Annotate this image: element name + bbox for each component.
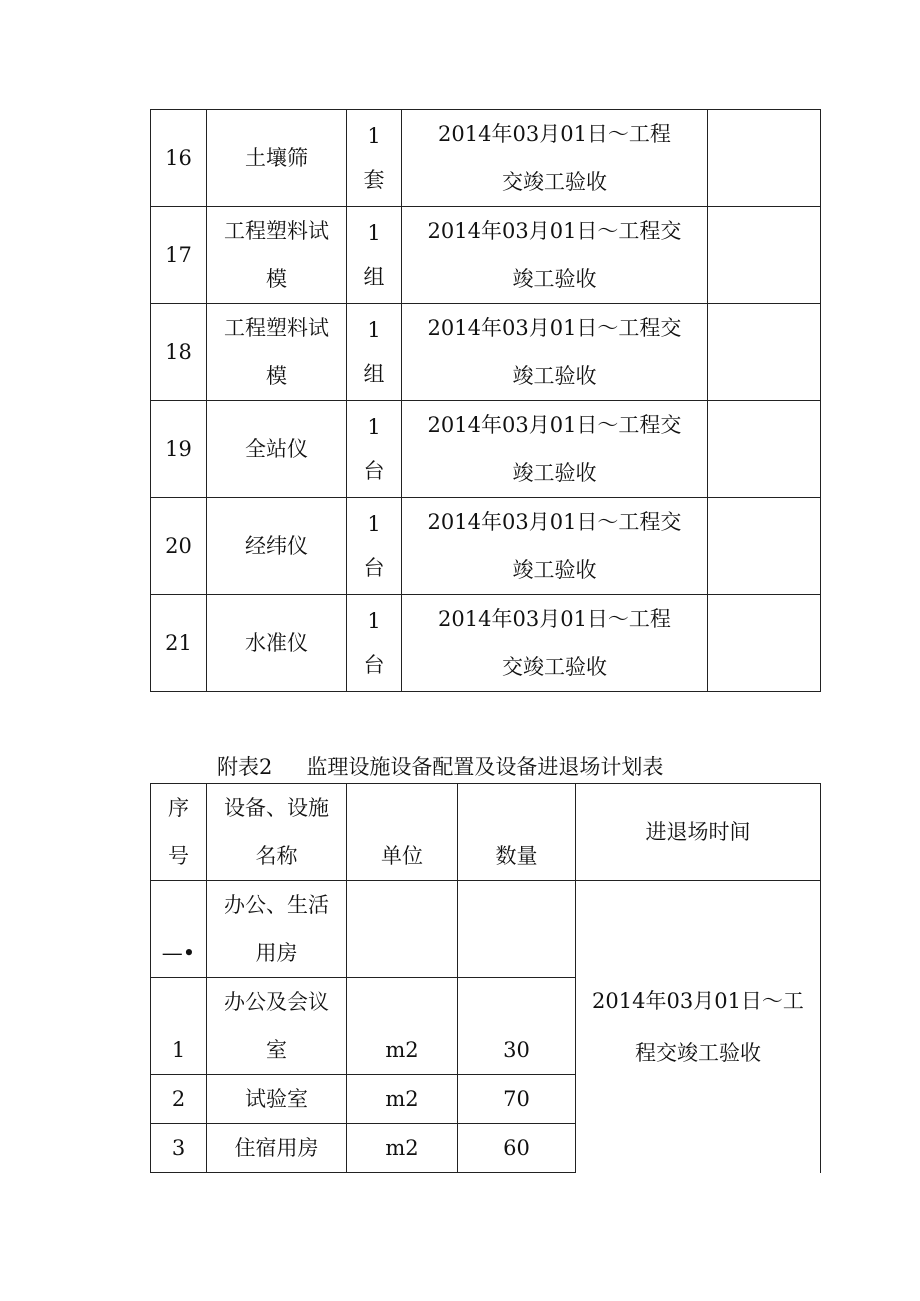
header-no-line2: 号 <box>168 844 189 868</box>
row-name: 住宿用房 <box>207 1124 347 1173</box>
row-time-line2: 竣工验收 <box>512 558 597 582</box>
row-time-line2: 交竣工验收 <box>502 170 607 194</box>
row-name <box>207 595 347 692</box>
row-name <box>207 207 347 304</box>
row-note <box>708 401 821 498</box>
row-note <box>708 304 821 401</box>
header-no <box>151 784 207 881</box>
row-time-line1: 2014年03月01日～工程交 <box>427 413 682 437</box>
header-name <box>207 784 347 881</box>
equipment-table-continued <box>150 109 821 692</box>
row-time <box>402 498 708 595</box>
table-row <box>151 498 821 595</box>
row-qty: 30 <box>458 978 576 1075</box>
table-header-row <box>151 784 821 881</box>
row-time <box>402 110 708 207</box>
row-time <box>402 595 708 692</box>
group-name-line1: 办公、生活 <box>224 893 329 917</box>
row-qty: 1 <box>367 318 381 342</box>
group-qty <box>458 881 576 978</box>
row-time-line2: 竣工验收 <box>512 461 597 485</box>
row-note <box>708 110 821 207</box>
row-name <box>207 401 347 498</box>
row-qty: 1 <box>367 512 381 536</box>
header-unit: 单位 <box>347 784 458 881</box>
row-no: 17 <box>151 207 207 304</box>
row-time-line1: 2014年03月01日～工程交 <box>427 510 682 534</box>
row-qty: 70 <box>458 1075 576 1124</box>
row-name-line1: 全站仪 <box>245 437 308 461</box>
row-note <box>708 207 821 304</box>
row-no: 16 <box>151 110 207 207</box>
row-qty-unit <box>347 498 402 595</box>
header-time: 进退场时间 <box>576 784 821 881</box>
row-name-line1: 工程塑料试 <box>224 219 329 243</box>
row-unit: 台 <box>363 556 385 580</box>
group-name <box>207 881 347 978</box>
row-unit: 台 <box>363 653 385 677</box>
row-name-line2: 模 <box>266 364 287 388</box>
row-no: 3 <box>151 1124 207 1173</box>
row-qty-unit <box>347 595 402 692</box>
row-unit: m2 <box>347 1124 458 1173</box>
row-unit: 组 <box>363 265 385 289</box>
table-row <box>151 595 821 692</box>
row-time-line2: 竣工验收 <box>512 364 597 388</box>
group-unit <box>347 881 458 978</box>
row-qty-unit <box>347 304 402 401</box>
row-qty: 1 <box>367 415 381 439</box>
row-name-line2: 室 <box>266 1038 287 1062</box>
time-line1: 2014年03月01日～工 <box>592 988 804 1013</box>
row-qty-unit <box>347 401 402 498</box>
row-time-line1: 2014年03月01日～工程 <box>438 122 671 146</box>
row-unit: 组 <box>363 362 385 386</box>
row-no: 2 <box>151 1075 207 1124</box>
row-time <box>402 304 708 401</box>
row-time <box>402 207 708 304</box>
row-qty: 1 <box>367 221 381 245</box>
row-name-line1: 水准仪 <box>245 631 308 655</box>
row-name <box>207 110 347 207</box>
row-name-line1: 经纬仪 <box>245 534 308 558</box>
row-time-line1: 2014年03月01日～工程交 <box>427 219 682 243</box>
row-time-line2: 竣工验收 <box>512 267 597 291</box>
row-qty: 1 <box>367 609 381 633</box>
table-row <box>151 207 821 304</box>
row-time-line1: 2014年03月01日～工程交 <box>427 316 682 340</box>
row-no: 21 <box>151 595 207 692</box>
row-unit: m2 <box>347 978 458 1075</box>
row-unit: m2 <box>347 1075 458 1124</box>
row-qty-unit <box>347 207 402 304</box>
row-time-line2: 交竣工验收 <box>502 655 607 679</box>
row-no: 18 <box>151 304 207 401</box>
group-no: —• <box>151 881 207 978</box>
row-no: 20 <box>151 498 207 595</box>
group-row <box>151 881 821 978</box>
row-unit: 套 <box>363 168 385 192</box>
row-name <box>207 978 347 1075</box>
row-no: 19 <box>151 401 207 498</box>
row-name-line2: 模 <box>266 267 287 291</box>
row-qty: 60 <box>458 1124 576 1173</box>
header-name-line2: 名称 <box>255 844 298 868</box>
row-name-line1: 办公及会议 <box>224 990 329 1014</box>
caption-title: 监理设施设备配置及设备进退场计划表 <box>306 755 664 779</box>
row-time <box>402 401 708 498</box>
row-unit: 台 <box>363 459 385 483</box>
row-note <box>708 498 821 595</box>
row-no: 1 <box>151 978 207 1075</box>
table-caption <box>217 752 663 782</box>
group-name-line2: 用房 <box>255 941 298 965</box>
caption-label: 附表2 <box>217 755 273 779</box>
time-cell <box>576 881 821 1173</box>
row-qty-unit <box>347 110 402 207</box>
row-note <box>708 595 821 692</box>
row-name <box>207 498 347 595</box>
table-row <box>151 304 821 401</box>
time-line2: 程交竣工验收 <box>635 1040 761 1065</box>
row-name-line1: 工程塑料试 <box>224 316 329 340</box>
facility-plan-table <box>150 783 821 1173</box>
row-name: 试验室 <box>207 1075 347 1124</box>
header-no-line1: 序 <box>168 796 189 820</box>
row-name <box>207 304 347 401</box>
header-name-line1: 设备、设施 <box>224 796 329 820</box>
row-time-line1: 2014年03月01日～工程 <box>438 607 671 631</box>
row-qty: 1 <box>367 124 381 148</box>
header-qty: 数量 <box>458 784 576 881</box>
row-name-line1: 土壤筛 <box>245 146 308 170</box>
table-row <box>151 401 821 498</box>
table-row <box>151 110 821 207</box>
